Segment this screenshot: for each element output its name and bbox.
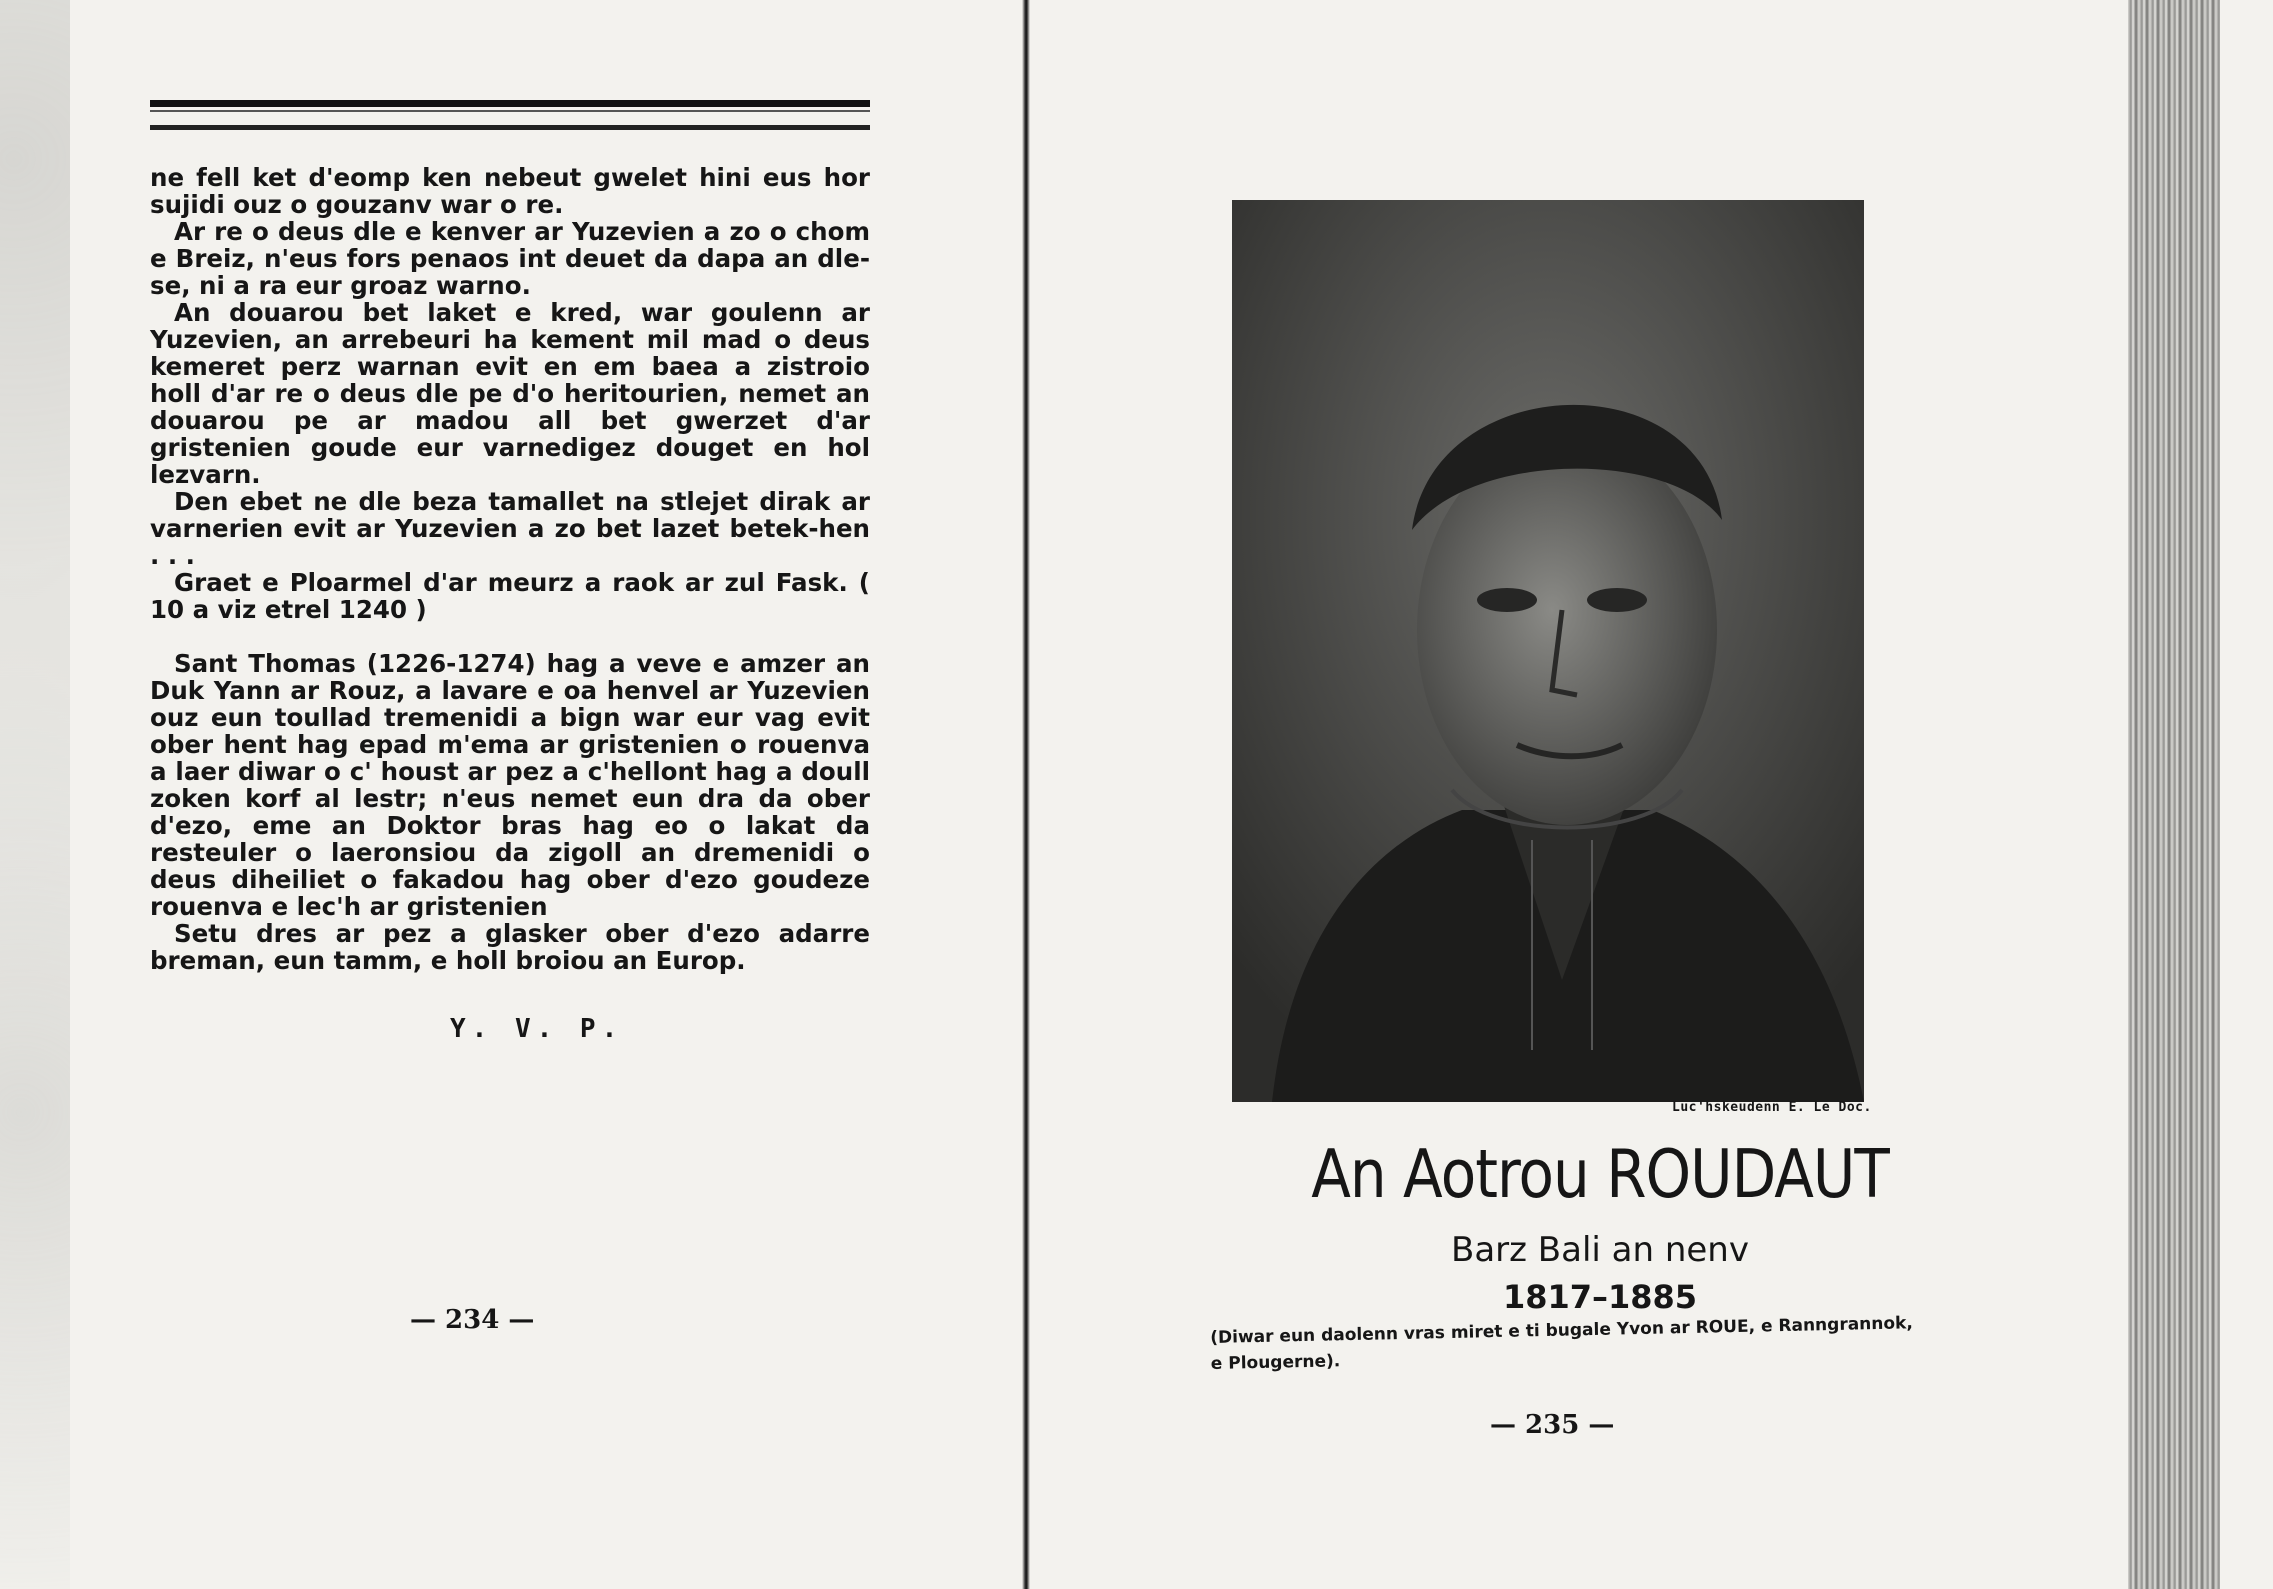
author-signature: Y. V. P.	[450, 1014, 624, 1044]
portrait-title: An Aotrou ROUDAUT	[1311, 1134, 1889, 1214]
left-page	[150, 100, 870, 1044]
paragraph: An douarou bet laket e kred, war goulenn ar Yuzevien, an arrebeuri ha kement mil mad o deus kemeret perz warnan evit en em baea a zistroio holl d'ar re o deus dle pe d'o heritourien, nemet an douarou pe ar madou all bet gwerzet d'ar gristenien goude eur varnedigez douget en hol lezvarn.	[150, 298, 870, 489]
book-gutter	[1022, 0, 1030, 1589]
paragraph: Graet e Ploarmel d'ar meurz a raok ar zul Fask. ( 10 a viz etrel 1240 )	[150, 568, 870, 624]
article-body	[150, 164, 870, 974]
paragraph: Den ebet ne dle beza tamallet na stlejet dirak ar varnerien evit ar Yuzevien a zo bet lazet betek-hen . . .	[150, 487, 870, 570]
paragraph: Setu dres ar pez a glasker ober d'ezo adarre breman, eun tamm, e holl broiou an Europ.	[150, 919, 870, 975]
left-page-edge-noise	[0, 0, 70, 1589]
portrait-subtitle: Barz Bali an nenv	[1451, 1230, 1749, 1270]
paragraph: Sant Thomas (1226-1274) hag a veve e amzer an Duk Yann ar Rouz, a lavare e oa henvel ar Yuzevien ouz eun toullad tremenidi a bign war eur vag evit ober hent hag epad m'ema ar gristenien o rouenva a laer diwar o c' houst ar pez a c'hellont hag a doull zoken korf al lestr; n'eus nemet eun dra da ober d'ezo, eme an Doktor bras hag eo o lakat da resteuler o laeronsiou da zigoll an dremenidi o deus diheiliet o fakadou hag ober d'ezo goudeze rouenva e lec'h ar gristenien	[150, 649, 870, 921]
paragraph: Ar re o deus dle e kenver ar Yuzevien a zo o chom e Breiz, n'eus fors penaos int deuet da dapa an dle-se, ni a ra eur groaz warno.	[150, 217, 870, 300]
photo-credit: Luc'hskeudenn E. Le Doc.	[1672, 1100, 1872, 1115]
page-number-left: — 234 —	[410, 1305, 535, 1335]
portrait-years: 1817–1885	[1502, 1278, 1698, 1316]
right-page-edge	[2128, 0, 2220, 1589]
paragraph: ne fell ket d'eomp ken nebeut gwelet hini eus hor sujidi ouz o gouzanv war o re.	[150, 163, 870, 219]
portrait-illustration	[1232, 200, 1864, 1102]
header-rule	[150, 100, 870, 130]
page-number-right: — 235 —	[1490, 1410, 1615, 1440]
portrait-photo	[1232, 200, 1864, 1102]
portrait-caption: (Diwar eun daolenn vras miret e ti bugale Yvon ar ROUE, e Ranngrannok, e Plougerne).	[1210, 1313, 1914, 1374]
